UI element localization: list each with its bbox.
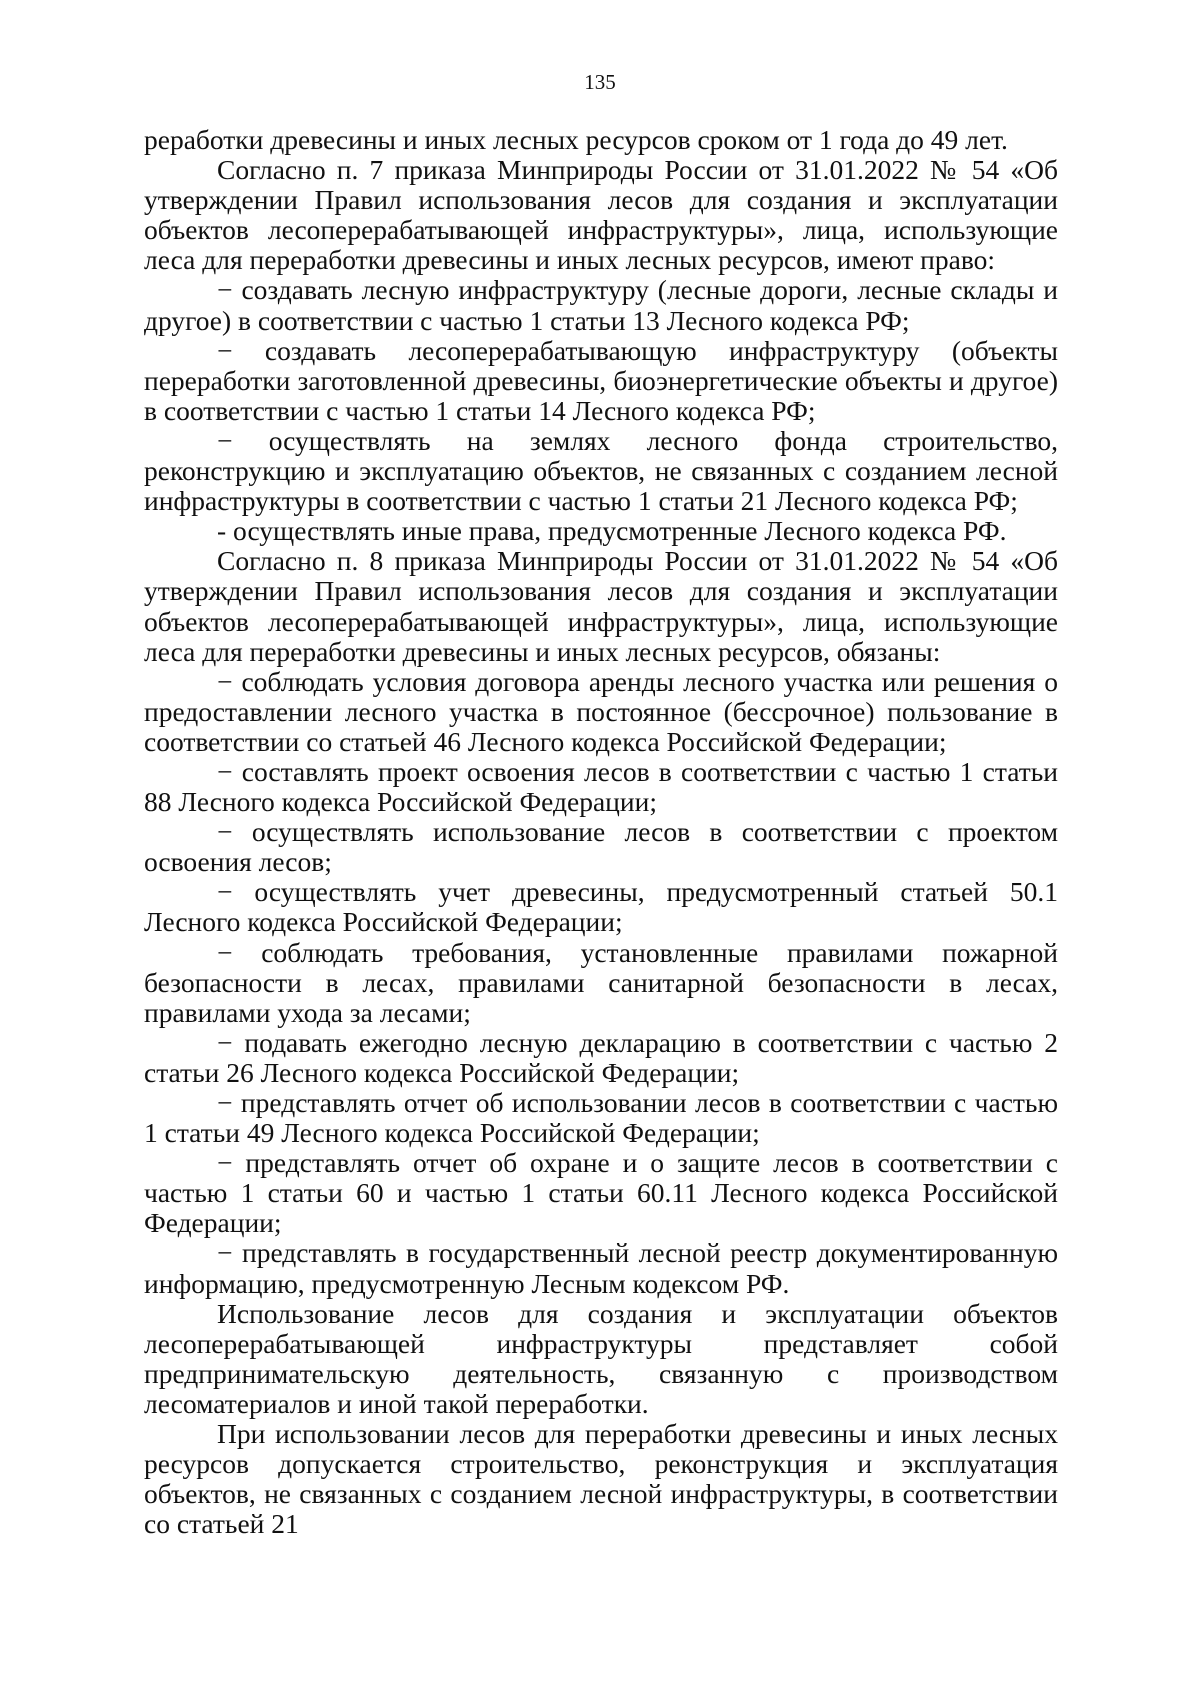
list-item: − соблюдать условия договора аренды лесного участка или решения о предоставлении лесного участка в постоянное (бессрочное) пользование в соответствии со статьей 46 Лесного кодекса Российской Федерации; bbox=[144, 665, 1058, 757]
paragraph: Использование лесов для создания и эксплуатации объектов лесоперерабатывающей инфраструктуры представляет собой предпринимательскую деятельность, связанную с производством лесоматериалов и иной такой переработки. bbox=[144, 1297, 1058, 1419]
paragraph: Согласно п. 8 приказа Минприроды России от 31.01.2022 № 54 «Об утверждении Правил использования лесов для создания и эксплуатации объектов лесоперерабатывающей инфраструктуры», лица, использующие леса для переработки древесины и иных лесных ресурсов, обязаны: bbox=[144, 545, 1058, 667]
list-item: − осуществлять использование лесов в соответствии с проектом освоения лесов; bbox=[144, 816, 1058, 878]
list-item: − создавать лесную инфраструктуру (лесные дороги, лесные склады и другое) в соответствии с частью 1 статьи 13 Лесного кодекса РФ; bbox=[144, 274, 1058, 336]
paragraph: При использовании лесов для переработки древесины и иных лесных ресурсов допускается строительство, реконструкция и эксплуатация объектов, не связанных с созданием лесной инфраструктуры, в соответствии со статьей 21 bbox=[144, 1418, 1058, 1540]
list-item: − подавать ежегодно лесную декларацию в соответствии с частью 2 статьи 26 Лесного кодекса Российской Федерации; bbox=[144, 1026, 1058, 1088]
list-item: − составлять проект освоения лесов в соответствии с частью 1 статьи 88 Лесного кодекса Российской Федерации; bbox=[144, 755, 1058, 818]
list-item: − представлять в государственный лесной реестр документированную информацию, предусмотренную Лесным кодексом РФ. bbox=[144, 1237, 1058, 1299]
document-body bbox=[144, 125, 1058, 1539]
list-item: − осуществлять на землях лесного фонда строительство, реконструкцию и эксплуатацию объектов, не связанных с созданием лесной инфраструктуры в соответствии с частью 1 статьи 21 Лесного кодекса РФ; bbox=[144, 424, 1058, 517]
paragraph: реработки древесины и иных лесных ресурсов сроком от 1 года до 49 лет. bbox=[144, 124, 1008, 155]
list-item: − представлять отчет об использовании лесов в соответствии с частью 1 статьи 49 Лесного кодекса Российской Федерации; bbox=[144, 1087, 1058, 1149]
list-item: − осуществлять учет древесины, предусмотренный статьей 50.1 Лесного кодекса Российской Федерации; bbox=[144, 876, 1058, 938]
list-item: - осуществлять иные права, предусмотренные Лесного кодекса РФ. bbox=[217, 515, 1007, 547]
paragraph: Согласно п. 7 приказа Минприроды России от 31.01.2022 № 54 «Об утверждении Правил использования лесов для создания и эксплуатации объектов лесоперерабатывающей инфраструктуры», лица, использующие леса для переработки древесины и иных лесных ресурсов, имеют право: bbox=[144, 154, 1058, 276]
list-item: − соблюдать требования, установленные правилами пожарной безопасности в лесах, правилами санитарной безопасности в лесах, правилами ухода за лесами; bbox=[144, 936, 1058, 1028]
list-item: − создавать лесоперерабатывающую инфраструктуру (объекты переработки заготовленной древесины, биоэнергетические объекты и другое) в соответствии с частью 1 статьи 14 Лесного кодекса РФ; bbox=[144, 334, 1058, 426]
page-number: 135 bbox=[584, 70, 616, 94]
list-item: − представлять отчет об охране и о защите лесов в соответствии с частью 1 статьи 60 и частью 1 статьи 60.11 Лесного кодекса Российской Федерации; bbox=[144, 1147, 1058, 1239]
